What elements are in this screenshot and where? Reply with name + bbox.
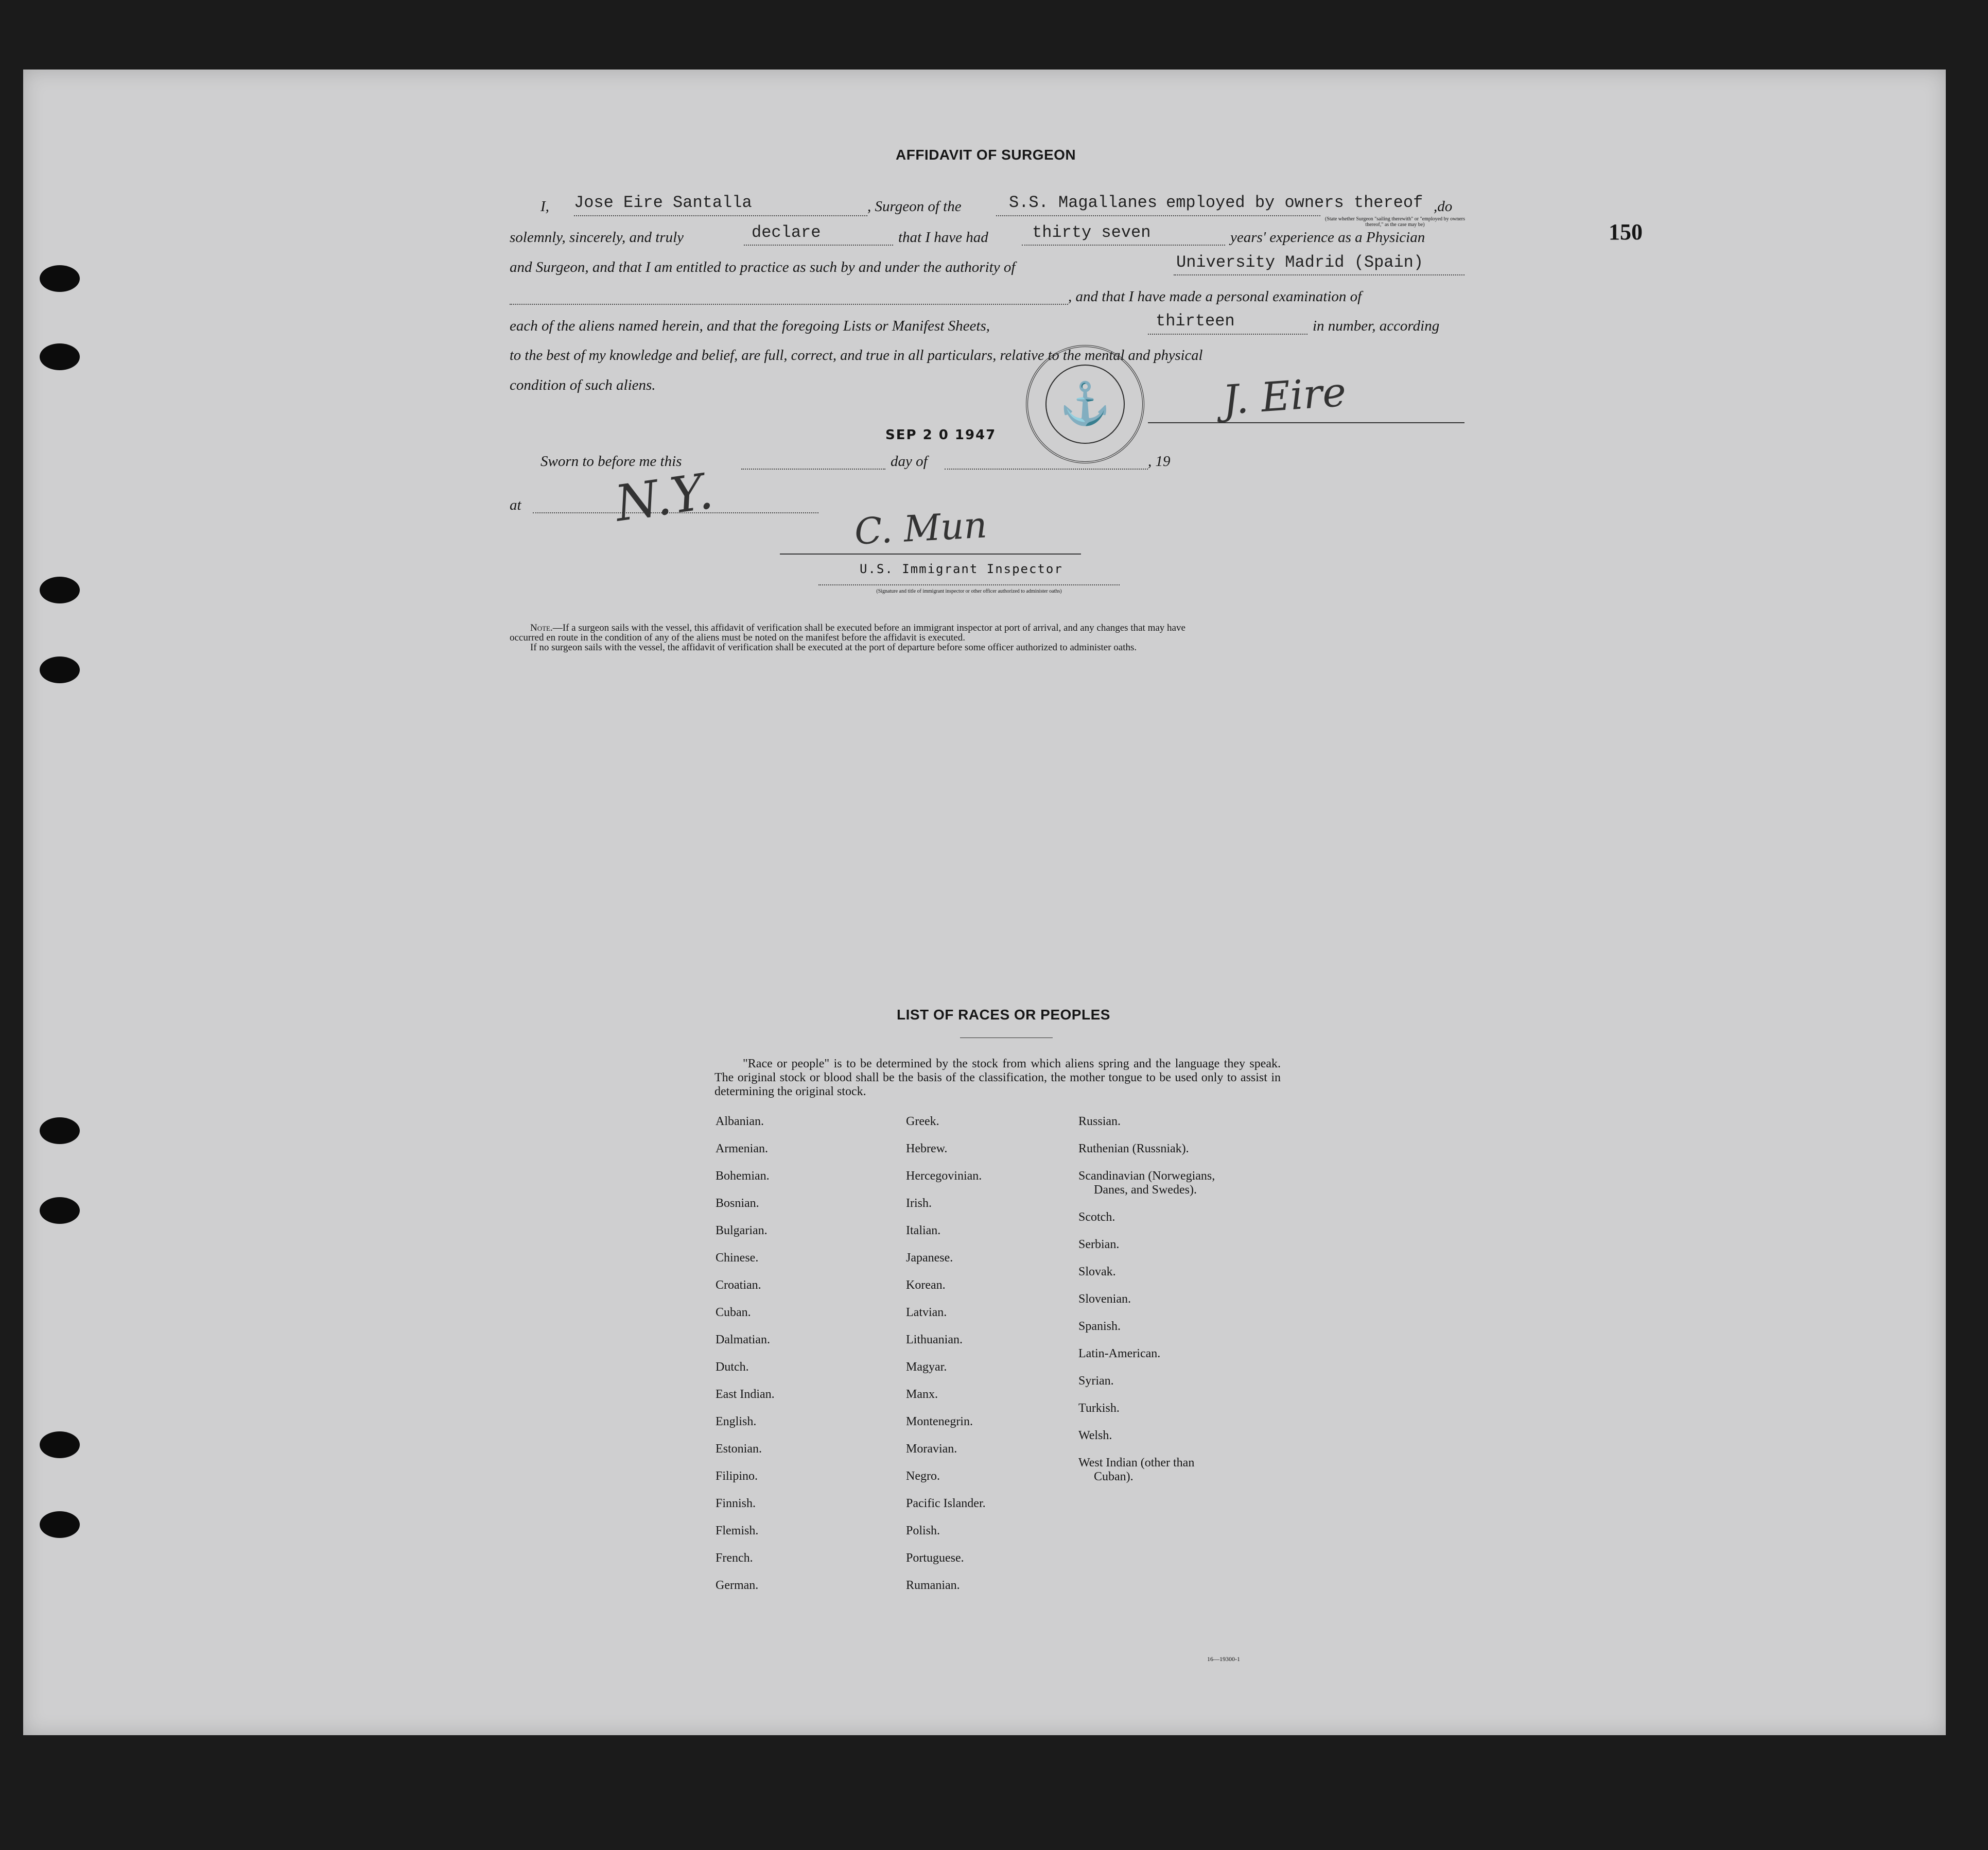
label-in-number: in number, according [1313,318,1440,334]
race-item: German. [716,1579,759,1592]
race-item: Irish. [906,1197,932,1210]
race-item: Pacific Islander. [906,1497,986,1510]
race-item: Armenian. [716,1142,768,1155]
ship-seal-stamp [1026,345,1144,463]
inspector-title: U.S. Immigrant Inspector [860,562,1063,576]
label-condition: condition of such aliens. [510,377,656,393]
race-item: Finnish. [716,1497,756,1510]
race-item: Latvian. [906,1306,947,1319]
sworn-month-line [945,469,1148,470]
race-item: Korean. [906,1278,946,1292]
note-line-2: occurred en route in the condition of any of the aliens must be noted on the manifest before the affidavit is executed. [510,632,965,643]
race-item: Scotch. [1078,1211,1115,1224]
document-page [23,70,1946,1735]
race-item-continuation: Cuban). [1094,1470,1133,1483]
race-item: Lithuanian. [906,1333,963,1346]
place-handwritten: N.Y. [612,462,717,533]
race-item: Russian. [1078,1115,1121,1128]
race-item: Italian. [906,1224,941,1237]
race-item-continuation: Danes, and Swedes). [1094,1183,1197,1197]
sworn-day-line [741,469,885,470]
employment-hint: (State whether Surgeon "sailing therewith" or "employed by owners thereof," as the case may be) [1324,216,1465,228]
race-item: Moravian. [906,1442,957,1456]
race-item: Japanese. [906,1251,953,1265]
label-and-surgeon: and Surgeon, and that I am entitled to practice as such by and under the authority of [510,259,1016,275]
binder-hole [40,577,80,603]
races-column-2 [906,1115,986,1606]
inspector-signature: C. Mun [853,504,988,553]
authority-line [1174,274,1464,275]
surgeon-name: Jose Eire Santalla [574,193,752,212]
race-item: West Indian (other than [1078,1456,1195,1469]
inspector-hint-line [818,584,1120,585]
race-item: East Indian. [716,1388,775,1401]
races-intro: "Race or people" is to be determined by the stock from which aliens spring and the language they speak. The original stock or blood shall be the basis of the classification, the mother tongue to be used only to assist in determining the original stock. [714,1057,1281,1098]
race-item: Slovak. [1078,1265,1116,1278]
race-item: Manx. [906,1388,938,1401]
inspector-hint: (Signature and title of immigrant inspector or other officer authorized to administer oaths) [876,589,1062,594]
date-stamp: SEP 2 0 1947 [885,427,997,443]
race-item: Latin-American. [1078,1347,1161,1360]
surgeon-name-line [574,215,867,216]
race-item: Negro. [906,1469,940,1483]
binder-hole [40,1431,80,1458]
ship-line [996,215,1320,216]
affidavit-note [510,623,1467,652]
race-item: English. [716,1415,757,1428]
race-item: Bohemian. [716,1169,770,1183]
race-item: Bosnian. [716,1197,759,1210]
label-nineteen: , 19 [1148,453,1171,470]
race-item: French. [716,1551,753,1565]
label-best-of: to the best of my knowledge and belief, are full, correct, and true in all particulars, relative to the mental and physical [510,348,1203,364]
inspector-signature-line [780,554,1081,555]
binder-hole [40,656,80,683]
label-day-of: day of [891,453,928,470]
race-item: Turkish. [1078,1402,1120,1415]
employment-status: employed by owners thereof [1166,193,1423,212]
race-item: Scandinavian (Norwegians, [1078,1169,1215,1183]
label-have-had: that I have had [898,229,988,246]
race-item: Albanian. [716,1115,764,1128]
authority-cont-line [510,304,1068,305]
binder-hole [40,265,80,292]
label-do: ,do [1434,198,1453,215]
note-line-3: If no surgeon sails with the vessel, the affidavit of verification shall be executed at the port of departure before some officer authorized to administer oaths. [530,642,1137,653]
affidavit-title: AFFIDAVIT OF SURGEON [896,147,1076,163]
label-surgeon-of: , Surgeon of the [867,198,962,215]
sheets-value: thirteen [1156,312,1235,331]
form-code: 16—19300-1 [1207,1655,1240,1663]
race-item: Croatian. [716,1278,761,1292]
surgeon-signature: J. Eire [1221,369,1348,424]
race-item: Spanish. [1078,1320,1121,1333]
race-item: Ruthenian (Russniak). [1078,1142,1189,1155]
label-solemnly: solemnly, sincerely, and truly [510,229,684,246]
seal-inner-ring [1045,365,1125,444]
race-item: Syrian. [1078,1374,1114,1388]
race-item: Portuguese. [906,1551,964,1565]
race-item: Flemish. [716,1524,759,1537]
races-column-3 [1078,1115,1215,1497]
years-value: thirty seven [1032,223,1151,242]
binder-hole [40,1197,80,1224]
label-sworn: Sworn to before me this [540,453,682,470]
label-i: I, [540,198,549,215]
race-item: Dutch. [716,1360,749,1374]
anchor-icon: ⚓ [1059,382,1111,427]
label-each-of-aliens: each of the aliens named herein, and that the foregoing Lists or Manifest Sheets, [510,318,990,334]
race-item: Filipino. [716,1469,758,1483]
label-at: at [510,497,521,513]
ship-name: S.S. Magallanes [1009,193,1158,212]
binder-hole [40,343,80,370]
note-line-1: —If a surgeon sails with the vessel, this affidavit of verification shall be executed before an immigrant inspector at port of arrival, and any changes that may have [552,623,1185,633]
sheets-line [1148,334,1307,335]
binder-hole [40,1117,80,1144]
races-title: LIST OF RACES OR PEOPLES [897,1007,1110,1023]
race-item: Magyar. [906,1360,947,1374]
race-item: Montenegrin. [906,1415,973,1428]
note-lead: Note. [530,623,553,633]
race-item: Bulgarian. [716,1224,768,1237]
race-item: Estonian. [716,1442,762,1456]
race-item: Cuban. [716,1306,751,1319]
declare-line [744,245,893,246]
surgeon-signature-line [1148,422,1464,423]
races-column-1 [716,1115,775,1606]
race-item: Serbian. [1078,1238,1120,1251]
label-years-experience: years' experience as a Physician [1230,229,1425,246]
authority-value: University Madrid (Spain) [1176,253,1424,272]
race-item: Slovenian. [1078,1292,1131,1306]
race-item: Greek. [906,1115,939,1128]
label-personal-exam: , and that I have made a personal examination of [1068,288,1362,305]
binder-hole [40,1511,80,1538]
race-item: Dalmatian. [716,1333,770,1346]
declare-value: declare [752,223,821,242]
years-line [1022,245,1225,246]
race-item: Hebrew. [906,1142,948,1155]
race-item: Chinese. [716,1251,759,1265]
race-item: Rumanian. [906,1579,960,1592]
page-number: 150 [1609,219,1643,245]
race-item: Hercegovinian. [906,1169,982,1183]
race-item: Polish. [906,1524,940,1537]
race-item: Welsh. [1078,1429,1112,1442]
